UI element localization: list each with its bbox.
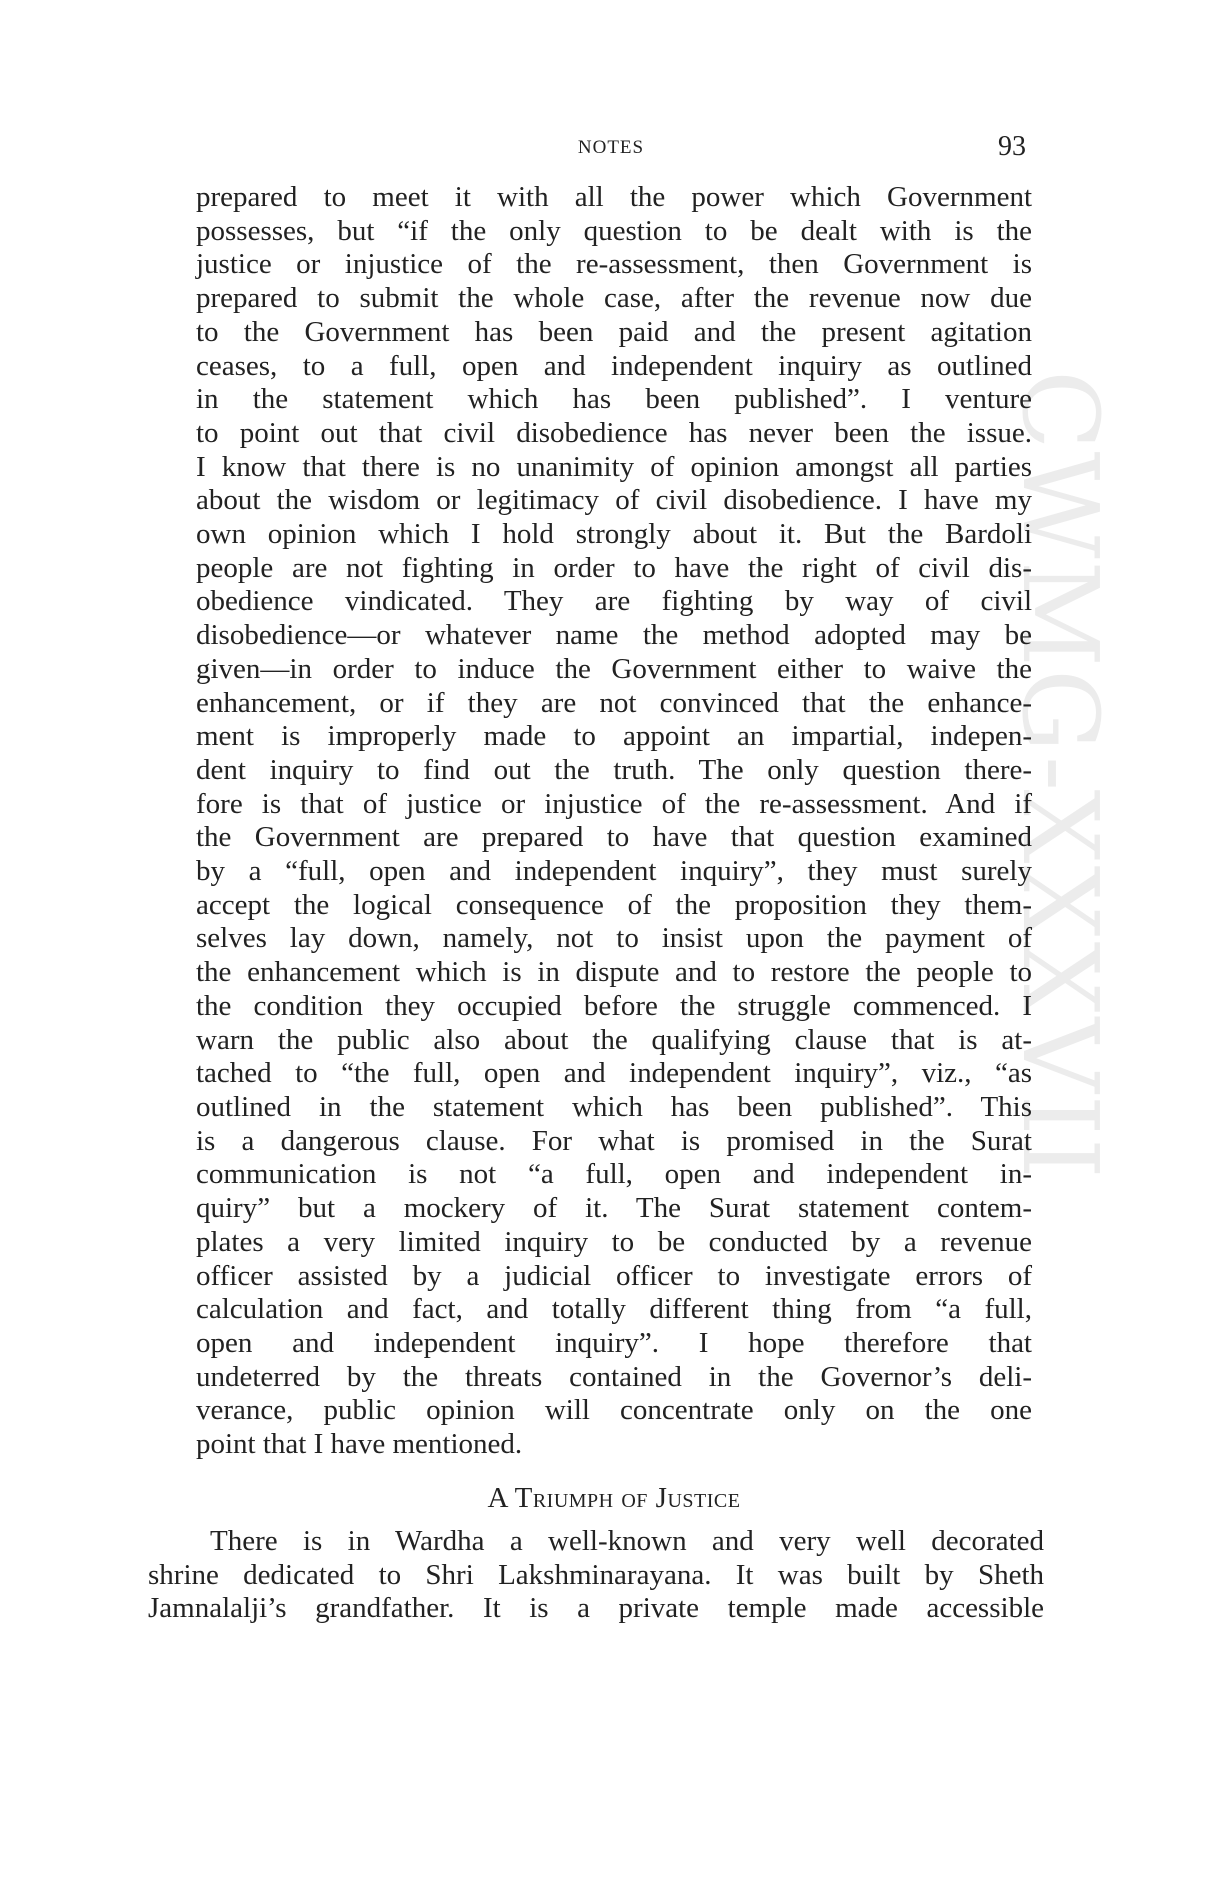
text-line: given—in order to induce the Government either to waive the <box>196 652 1032 685</box>
text-line: prepared to meet it with all the power which Government <box>196 181 1032 213</box>
text-line: own opinion which I hold strongly about it. But the Bardoli <box>196 518 1032 551</box>
text-line: justice or injustice of the re-assessment, then Government is <box>196 248 1032 281</box>
text-line: the Government are prepared to have that question examined <box>196 821 1032 854</box>
text-line: I know that there is no unanimity of opinion amongst all parties <box>196 450 1032 483</box>
text-line: disobedience—or whatever name the method adopted may be <box>196 619 1032 652</box>
text-line: There is in Wardha a well-known and very well decorated <box>210 1525 1044 1557</box>
text-line: outlined in the statement which has been published”. This <box>196 1090 1032 1123</box>
text-line: accept the logical consequence of the proposition they them- <box>196 888 1032 921</box>
text-line: selves lay down, namely, not to insist upon the payment of <box>196 922 1032 955</box>
text-line: fore is that of justice or injustice of the re-assessment. And if <box>196 787 1032 820</box>
text-line: dent inquiry to find out the truth. The only question there- <box>196 753 1032 786</box>
text-line: calculation and fact, and totally different thing from “a full, <box>196 1293 1032 1326</box>
text-line: plates a very limited inquiry to be conducted by a revenue <box>196 1225 1032 1258</box>
text-line: to the Government has been paid and the present agitation <box>196 315 1032 348</box>
text-line: quiry” but a mockery of it. The Surat statement contem- <box>196 1192 1032 1225</box>
body-paragraph <box>196 181 1032 1462</box>
text-line: prepared to submit the whole case, after the revenue now due <box>196 282 1032 315</box>
section-paragraph <box>148 1525 1044 1626</box>
text-line: about the wisdom or legitimacy of civil disobedience. I have my <box>196 484 1032 517</box>
text-line: ment is improperly made to appoint an impartial, indepen- <box>196 720 1032 753</box>
text-line: officer assisted by a judicial officer to investigate errors of <box>196 1259 1032 1292</box>
text-line: the condition they occupied before the struggle commenced. I <box>196 989 1032 1022</box>
text-line: by a “full, open and independent inquiry”, they must surely <box>196 855 1032 888</box>
text-line: warn the public also about the qualifying clause that is at- <box>196 1023 1032 1056</box>
text-line: people are not fighting in order to have the right of civil dis- <box>196 551 1032 584</box>
text-line: point that I have mentioned. <box>196 1428 523 1461</box>
text-line: is a dangerous clause. For what is promised in the Surat <box>196 1124 1032 1157</box>
watermark: CWMG-XXXVII <box>999 370 1121 1181</box>
text-line: open and independent inquiry”. I hope therefore that <box>196 1326 1032 1359</box>
text-line: obedience vindicated. They are fighting by way of civil <box>196 585 1032 618</box>
text-line: enhancement, or if they are not convinced that the enhance- <box>196 686 1032 719</box>
section-heading: A Triumph of Justice <box>487 1482 741 1514</box>
text-line: ceases, to a full, open and independent inquiry as outlined <box>196 349 1032 382</box>
text-line: the enhancement which is in dispute and to restore the people to <box>196 956 1032 989</box>
text-line: tached to “the full, open and independent inquiry”, viz., “as <box>196 1057 1032 1090</box>
text-line: shrine dedicated to Shri Lakshminarayana. It was built by Sheth <box>148 1558 1044 1591</box>
text-line: Jamnalalji’s grandfather. It is a private temple made accessible <box>148 1592 1044 1625</box>
text-line: communication is not “a full, open and independent in- <box>196 1158 1032 1191</box>
text-line: to point out that civil disobedience has never been the issue. <box>196 416 1032 449</box>
page-number: 93 <box>998 131 1026 162</box>
text-line: possesses, but “if the only question to be dealt with is the <box>196 214 1032 247</box>
text-line: verance, public opinion will concentrate only on the one <box>196 1394 1032 1427</box>
text-line: in the statement which has been published”. I venture <box>196 383 1032 416</box>
page-header <box>196 131 1026 167</box>
text-line: undeterred by the threats contained in the Governor’s deli- <box>196 1360 1032 1393</box>
running-head: NOTES <box>577 137 645 158</box>
